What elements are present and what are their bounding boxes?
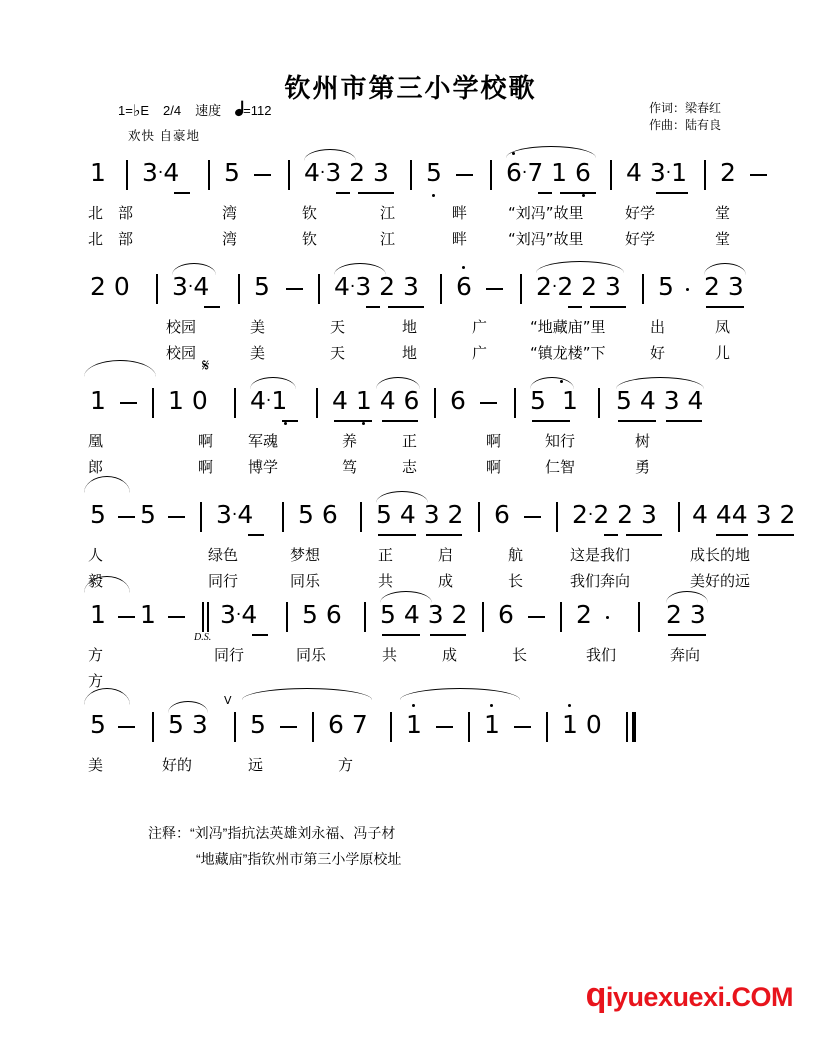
site-watermark: qiyuexuexi.COM xyxy=(585,976,793,1014)
note: 2·2 2 3 xyxy=(536,272,621,301)
lyric: 方 xyxy=(338,756,354,774)
note: 2 xyxy=(720,158,736,187)
lyric: 北 部 xyxy=(88,204,134,222)
note: 5 xyxy=(90,710,106,739)
lyric: 广 xyxy=(472,344,488,362)
lyric: 同行 xyxy=(208,572,239,590)
staff-system-3 xyxy=(0,356,821,482)
note: 5 6 xyxy=(298,500,338,529)
footnote-1: 注释：“刘冯”指抗法英雄刘永福、冯子材 xyxy=(148,825,396,841)
note: 5 xyxy=(254,272,270,301)
note: 4 1 4 6 xyxy=(332,386,420,415)
lyric: 天 xyxy=(330,344,346,362)
note: 5 xyxy=(658,272,674,301)
lyric: 奔向 xyxy=(670,646,701,664)
lyric: “地藏庙”里 xyxy=(530,318,606,336)
notes-row xyxy=(90,272,744,316)
note: 5 6 xyxy=(302,600,342,629)
lyric: “刘冯”故里 xyxy=(508,230,584,248)
lyric: 笃 xyxy=(342,458,358,476)
note: 1 xyxy=(484,710,500,739)
note: 4·3 2 3 xyxy=(304,158,389,187)
lyric: 湾 xyxy=(222,230,238,248)
mood-marking: 欢快 自豪地 xyxy=(128,129,200,143)
lyric-row-1 xyxy=(90,202,731,228)
lyric: 啊 xyxy=(486,432,502,450)
lyric: 军魂 xyxy=(248,432,279,450)
note: 1 xyxy=(90,386,106,415)
note: 3·4 xyxy=(142,158,180,187)
note: 2 3 xyxy=(704,272,744,301)
lyric: 江 xyxy=(380,204,396,222)
speed-label: 速度 xyxy=(195,103,222,118)
lyric-row-2 xyxy=(90,228,731,254)
lyric: 美 xyxy=(250,344,266,362)
lyric: 啊 xyxy=(198,458,214,476)
lyric: 梦想 xyxy=(290,546,321,564)
note: 4·3 2 3 xyxy=(334,272,419,301)
segno-icon: 𝄋 xyxy=(202,356,210,376)
lyric: 我们奔向 xyxy=(570,572,631,590)
note: 1 0 xyxy=(168,386,208,415)
lyric: 湾 xyxy=(222,204,238,222)
note: 2·2 2 3 xyxy=(572,500,657,529)
lyric: 长 xyxy=(512,646,528,664)
note: 4·1 xyxy=(250,386,288,415)
lyric: 畔 xyxy=(452,204,468,222)
lyric: 绿色 xyxy=(208,546,239,564)
lyric: 方 xyxy=(88,646,104,664)
note: 1 xyxy=(562,386,578,415)
lyric-row-1 xyxy=(90,644,731,670)
lyric: 天 xyxy=(330,318,346,336)
lyric: 美 xyxy=(250,318,266,336)
lyric: 共 xyxy=(378,572,394,590)
notes-row xyxy=(90,600,731,644)
lyric: 堂 xyxy=(715,204,731,222)
key-letter: E xyxy=(140,103,150,118)
notes-row xyxy=(90,356,731,430)
lyric: 凰 xyxy=(88,432,104,450)
note: 5 3 xyxy=(168,710,208,739)
flat-icon: ♭ xyxy=(132,103,141,120)
lyric: 我们 xyxy=(586,646,617,664)
lyric: 成 xyxy=(442,646,458,664)
footnote-2: “地藏庙”指钦州市第三小学原校址 xyxy=(196,851,402,867)
lyric: 成 xyxy=(438,572,454,590)
lyric: 江 xyxy=(380,230,396,248)
lyric: 成长的地 xyxy=(690,546,751,564)
breath-mark-icon: V xyxy=(224,694,232,707)
ds-marking: D.S. xyxy=(194,632,212,643)
lyric-row-1 xyxy=(90,430,731,456)
lyric: 啊 xyxy=(486,458,502,476)
note: 5 4 3 2 xyxy=(380,600,468,629)
lyric: 长 xyxy=(508,572,524,590)
note: 1 xyxy=(140,600,156,629)
lyric: 航 xyxy=(508,546,524,564)
lyric: 方 xyxy=(88,672,104,690)
note: 5 xyxy=(140,500,156,529)
note: 4 44 3 2 xyxy=(692,500,796,529)
meter-text: 2/4 xyxy=(163,103,182,118)
staff-system-1 xyxy=(0,158,821,254)
lyric: 校园 xyxy=(166,318,197,336)
lyric: 出 xyxy=(650,318,666,336)
lyric: 堂 xyxy=(715,230,731,248)
page-title: 钦州市第三小学校歌 xyxy=(284,74,537,104)
credits xyxy=(649,100,721,134)
lyric: 知行 xyxy=(545,432,576,450)
note: 2 3 xyxy=(666,600,706,629)
lyric: 正 xyxy=(402,432,418,450)
lyric: 北 部 xyxy=(88,230,134,248)
note: 2 xyxy=(576,600,592,629)
note: 3·4 xyxy=(220,600,258,629)
lyric: 好学 xyxy=(625,204,656,222)
lyric: 启 xyxy=(438,546,454,564)
lyric-row-2 xyxy=(90,456,731,482)
notes-row xyxy=(90,500,796,544)
note: 1 xyxy=(406,710,422,739)
lyric: 人 xyxy=(88,546,104,564)
lyric: 地 xyxy=(402,344,418,362)
lyric: 畔 xyxy=(452,230,468,248)
note: 1 xyxy=(90,158,106,187)
note: 6·7 1 6 xyxy=(506,158,591,187)
lyric: 同行 xyxy=(214,646,245,664)
note: 1 xyxy=(90,600,106,629)
note: 6 7 xyxy=(328,710,368,739)
lyric: 钦 xyxy=(302,230,318,248)
lyric-row-2 xyxy=(90,342,731,368)
lyric: 这是我们 xyxy=(570,546,631,564)
note: 5 xyxy=(224,158,240,187)
lyric: 好学 xyxy=(625,230,656,248)
lyric-row-1 xyxy=(90,316,731,342)
note: 5 xyxy=(530,386,546,415)
lyric: 树 xyxy=(635,432,651,450)
note: 5 xyxy=(250,710,266,739)
lyric: 广 xyxy=(472,318,488,336)
note: 5 4 3 4 xyxy=(616,386,704,415)
lyric-row-1 xyxy=(88,544,751,570)
note: 5 4 3 2 xyxy=(376,500,464,529)
key-signature-text: 1= xyxy=(118,103,133,118)
lyric: 正 xyxy=(378,546,394,564)
staff-system-6 xyxy=(0,694,821,780)
note: 1 0 xyxy=(562,710,602,739)
lyric: 勇 xyxy=(635,458,651,476)
lyric: 远 xyxy=(248,756,264,774)
notes-row xyxy=(90,694,731,754)
key-tempo-line xyxy=(118,100,271,121)
lyric: 郎 xyxy=(88,458,104,476)
composer: 作曲：陆有良 xyxy=(648,118,721,132)
note: 6 xyxy=(494,500,510,529)
lyric: 地 xyxy=(402,318,418,336)
note: 2 0 xyxy=(90,272,130,301)
tempo-value: 112 xyxy=(250,103,272,118)
lyric: 凤 xyxy=(715,318,731,336)
lyric: 同乐 xyxy=(296,646,327,664)
lyric-row-1 xyxy=(90,754,731,780)
note: 6 xyxy=(450,386,466,415)
lyricist: 作词：梁春红 xyxy=(648,101,721,115)
tempo-equals: = xyxy=(243,103,251,118)
lyric: 好 xyxy=(650,344,666,362)
lyric: 养 xyxy=(342,432,358,450)
lyric: 美 xyxy=(88,756,104,774)
lyric: 钦 xyxy=(302,204,318,222)
lyric: “刘冯”故里 xyxy=(508,204,584,222)
note: 5 xyxy=(426,158,442,187)
lyric: 毅 xyxy=(88,572,104,590)
lyric: 儿 xyxy=(715,344,731,362)
lyric: 仁智 xyxy=(545,458,576,476)
lyric: 共 xyxy=(382,646,398,664)
lyric: 美好的远 xyxy=(690,572,751,590)
note: 4 3·1 xyxy=(626,158,688,187)
staff-system-2 xyxy=(0,272,821,368)
lyric: 校园 xyxy=(166,344,197,362)
lyric: 博学 xyxy=(248,458,279,476)
lyric: “镇龙楼”下 xyxy=(530,344,606,362)
notes-row xyxy=(90,158,736,202)
note: 3·4 xyxy=(216,500,254,529)
staff-system-5 xyxy=(0,600,821,696)
footnotes xyxy=(148,820,401,872)
note: 6 xyxy=(456,272,472,301)
note: 5 xyxy=(90,500,106,529)
lyric: 同乐 xyxy=(290,572,321,590)
note: 6 xyxy=(498,600,514,629)
note: 3·4 xyxy=(172,272,210,301)
lyric: 啊 xyxy=(198,432,214,450)
lyric: 志 xyxy=(402,458,418,476)
lyric: 好的 xyxy=(162,756,193,774)
